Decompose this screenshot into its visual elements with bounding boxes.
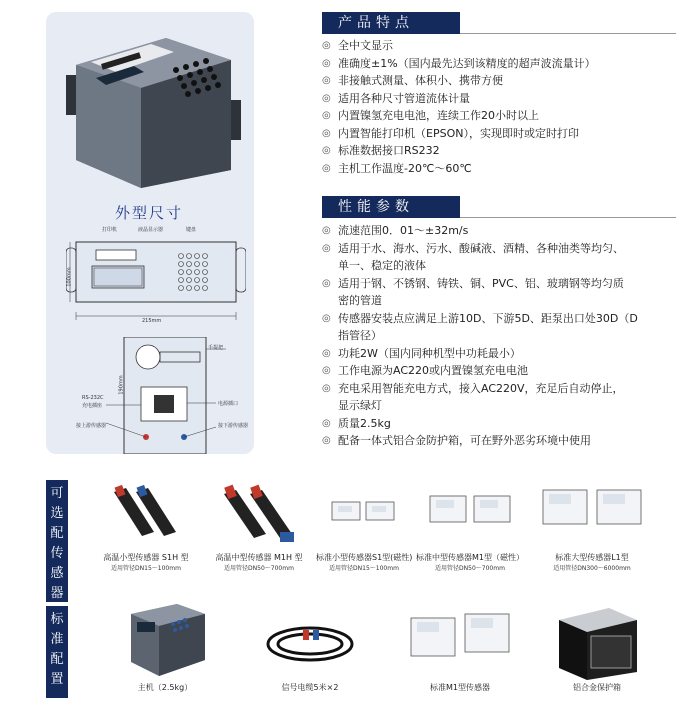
sensor-s1h-image <box>106 484 186 552</box>
feature-item: ◎ 非接触式测量、体积小、携带方便 <box>322 72 596 90</box>
standard-m1-sensor <box>396 600 524 693</box>
product-name: 主机（2.5kg） <box>137 683 193 692</box>
performance-item: ◎ 质量2.5kg <box>322 415 638 433</box>
charge-label: 充电插座 <box>82 403 103 409</box>
left-panel <box>46 12 254 454</box>
performance-item: ◎ 功耗2W（国内同种机型中功耗最小） <box>322 345 638 363</box>
signal-cable-image <box>255 600 365 682</box>
performance-item: ◎ 传感器安装点应满足上游10D、下游5D、距泵出口处30D（D 指管径） <box>322 310 638 345</box>
feature-item: ◎ 标准数据接口RS232 <box>322 142 596 160</box>
performance-divider <box>460 217 676 218</box>
feature-item: ◎ 内置镍氢充电电池，连续工作20小时以上 <box>322 107 596 125</box>
product-range: 适用管径DN15～100mm <box>111 565 181 572</box>
performance-list <box>322 222 638 450</box>
performance-header: 性能参数 <box>322 196 460 218</box>
sensor-l1-image <box>537 484 647 552</box>
width-dimension: 215mm <box>142 318 162 324</box>
sensor-l1 <box>530 484 654 572</box>
outline-dimensions-title: 外型尺寸 <box>115 204 184 222</box>
feature-item: ◎ 准确度±1%（国内最先达到该精度的超声波流量计） <box>322 55 596 73</box>
product-name: 标准M1型传感器 <box>430 683 490 692</box>
sensor-m1h <box>206 484 312 572</box>
depth-dimension: 190mm <box>118 375 125 395</box>
product-name: 高温小型传感器 S1H 型 <box>103 553 189 562</box>
product-name: 信号电缆5米×2 <box>281 683 339 692</box>
product-name: 标准小型传感器S1型(磁性) <box>316 553 413 562</box>
height-dimension: 100mm <box>66 267 73 287</box>
handle-label: 手提把 <box>208 345 224 351</box>
performance-item: ◎ 适用于钢、不锈钢、铸铁、铜、PVC、铝、玻璃钢等均匀质 密的管道 <box>322 275 638 310</box>
rs232-label: RS-232C <box>82 395 104 401</box>
performance-item: ◎ 适用于水、海水、污水、酸碱液、酒精、各种油类等均匀、 单一、稳定的液体 <box>322 240 638 275</box>
optional-sensors-label: 可 选 配 传 感 器 <box>46 480 68 602</box>
sensor-s1 <box>316 484 412 572</box>
aluminum-case-image <box>549 600 645 682</box>
sensor-m1-image <box>422 484 518 552</box>
printer-label: 打印机 <box>102 227 118 233</box>
feature-item: ◎ 全中文显示 <box>322 37 596 55</box>
feature-item: ◎ 主机工作温度-20℃～60℃ <box>322 160 596 178</box>
feature-item: ◎ 适用各种尺寸管道流体计量 <box>322 90 596 108</box>
features-header: 产品特点 <box>322 12 460 34</box>
product-name: 铝合金保护箱 <box>573 683 621 692</box>
sensor-m1h-image <box>214 484 304 552</box>
downstream-sensor-label: 接下游传感器 <box>218 423 249 429</box>
product-range: 适用管径DN300～6000mm <box>553 565 631 572</box>
upstream-sensor-label: 接上游传感器 <box>76 423 107 429</box>
main-unit-image <box>117 600 213 682</box>
product-range: 适用管径DN50～700mm <box>435 565 505 572</box>
product-name: 标准大型传感器L1型 <box>555 553 629 562</box>
sensor-s1-image <box>324 484 404 552</box>
keypad-label: 键盘 <box>186 227 197 233</box>
sensor-s1h <box>92 484 200 572</box>
aluminum-case <box>542 600 652 693</box>
standard-config-label: 标 准 配 置 <box>46 606 68 698</box>
power-label: 电源插口 <box>218 401 239 407</box>
performance-item: ◎ 配备一体式铝合金防护箱，可在野外恶劣环境中使用 <box>322 432 638 450</box>
display-label: 液晶显示器 <box>138 227 164 233</box>
performance-item: ◎ 充电采用智能充电方式，接入AC220V，充足后自动停止， 显示绿灯 <box>322 380 638 415</box>
main-unit <box>110 600 220 693</box>
features-divider <box>460 33 676 34</box>
feature-item: ◎ 内置智能打印机（EPSON），实现即时或定时打印 <box>322 125 596 143</box>
standard-m1-sensor-image <box>405 600 515 682</box>
performance-item: ◎ 工作电源为AC220或内置镍氢充电电池 <box>322 362 638 380</box>
performance-item: ◎ 流速范围0．01～±32m/s <box>322 222 638 240</box>
product-range: 适用管径DN50～700mm <box>224 565 294 572</box>
features-list <box>322 37 596 177</box>
product-range: 适用管径DN15～100mm <box>329 565 399 572</box>
signal-cable <box>250 600 370 693</box>
product-name: 标准中型传感器M1型（磁性） <box>416 553 524 562</box>
sensor-m1 <box>414 484 526 572</box>
flowmeter-device-photo <box>56 20 246 190</box>
product-name: 高温中型传感器 M1H 型 <box>215 553 303 562</box>
